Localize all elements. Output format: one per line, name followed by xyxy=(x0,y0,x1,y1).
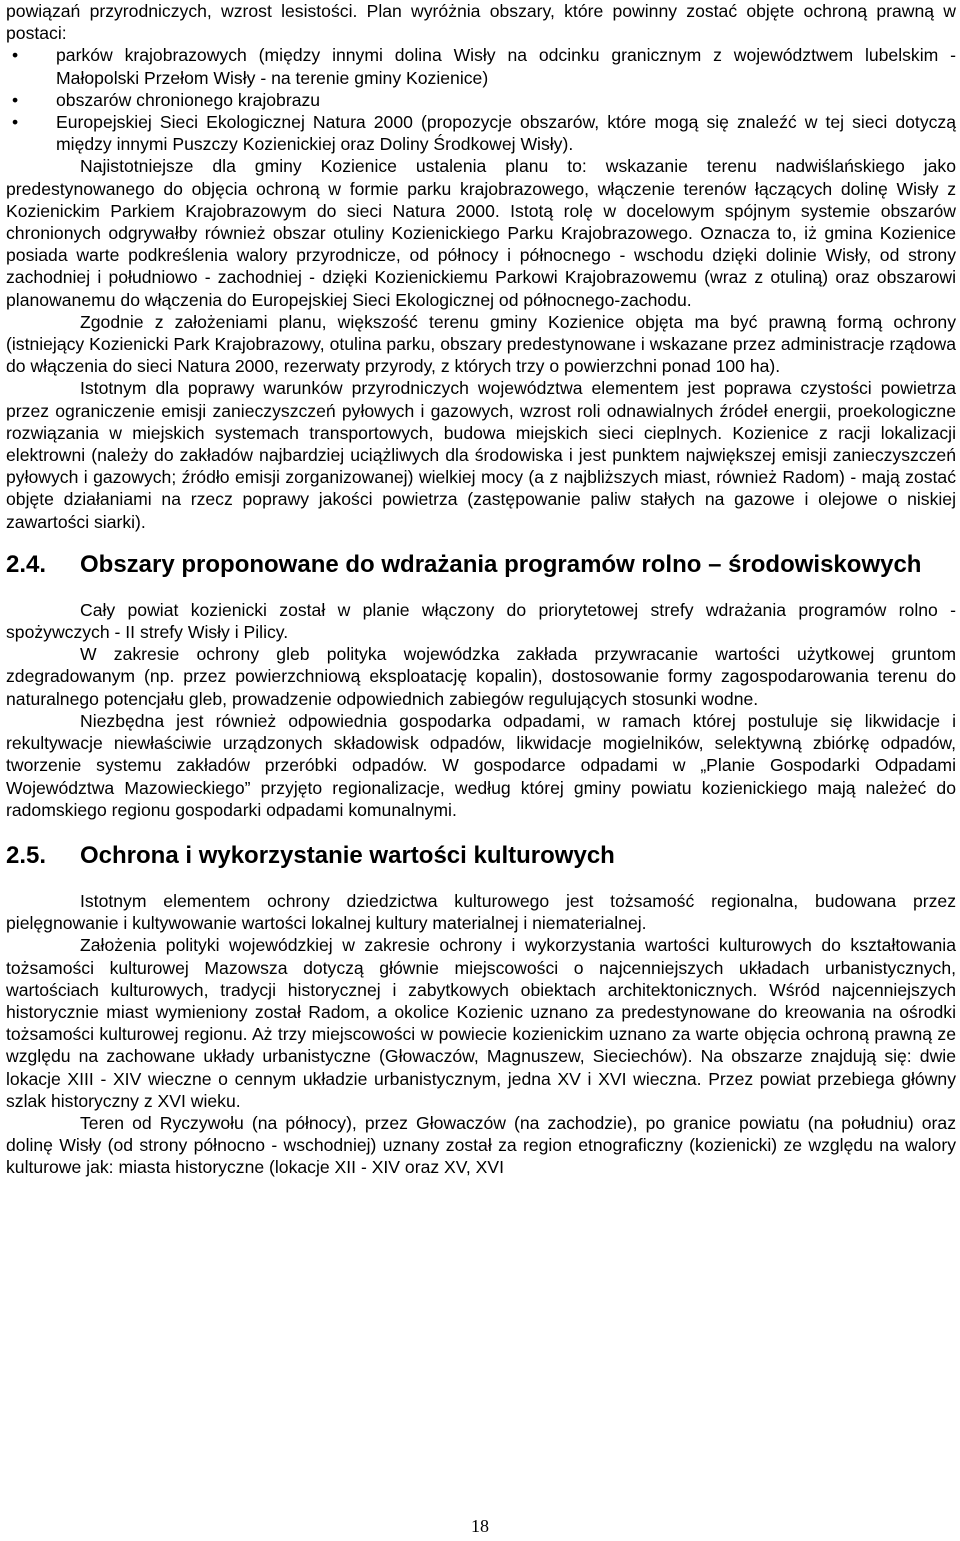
paragraph: Niezbędna jest również odpowiednia gospodarka odpadami, w ramach której postuluje się likwidacje i rekultywacje niewłaściwie urządzonych składowisk odpadów, likwidacje mogielników, selektywną zbiórkę odpadów, tworzenie systemu zakładów przeróbki odpadów. W gospodarce odpadami w „Planie Gospodarki Odpadami Województwa Mazowieckiego” przyjęto regionalizacje, według której gminy powiatu kozienickiego mają należeć do radomskiego regionu gospodarki odpadami komunalnymi. xyxy=(6,710,956,820)
section-number: 2.5. xyxy=(6,841,47,869)
list-item xyxy=(6,89,956,111)
list-item xyxy=(6,111,956,155)
bullet-icon: • xyxy=(12,45,19,66)
bullet-icon: • xyxy=(12,89,19,110)
paragraph: Cały powiat kozienicki został w planie włączony do priorytetowej strefy wdrażania programów rolno - spożywczych - II strefy Wisły i Pilicy. xyxy=(6,599,956,643)
page-number: 18 xyxy=(471,1516,489,1536)
section-heading-2-5 xyxy=(6,841,956,870)
paragraph: Założenia polityki wojewódzkiej w zakresie ochrony i wykorzystania wartości kulturowych do kształtowania tożsamości kulturowej Mazowsza dotyczą głównie miejscowości o najcenniejszych układach urbanistycznych, wartościach kulturowych, tradycji historycznej i zabytkowych obiektach architektonicznych. Wśród najcenniejszych historycznie miast wymieniony został Radom, a okolice Kozienic uznano za predestynowane do kreowania na ośrodki tożsamości kulturowej regionu. Aż trzy miejscowości w powiecie kozienickim uznano za warte objęcia ochroną prawną ze względu na zachowane układy urbanistyczne (Głowaczów, Magnuszew, Sieciechów). Na obszarze znajdują się: dwie lokacje XIII - XIV wieczne o cennym układzie urbanistycznym, jedna XV i XVI wieczna. Przez powiat przebiega główny szlak historyczny z XVI wieku. xyxy=(6,935,956,1111)
paragraph: Teren od Ryczywołu (na północy), przez Głowaczów (na zachodzie), po granice powiatu (na południu) oraz dolinę Wisły (od strony północno - wschodniej) uznany został za region etnograficzny (kozienicki) ze względu na walory kulturowe jak: miasta historyczne (lokacje XII - XIV oraz XV, XVI xyxy=(6,1112,956,1178)
section-title: Obszary proponowane do wdrażania programów rolno – środowiskowych xyxy=(80,550,922,578)
document-page xyxy=(6,0,956,1179)
bullet-icon: • xyxy=(12,112,19,133)
paragraph: Zgodnie z założeniami planu, większość terenu gminy Kozienice objęta ma być prawną formą ochrony (istniejący Kozienicki Park Krajobrazowy, otulina parku, obszary predestynowane i wskazane przez administracje rządowa do włączenia do sieci Natura 2000, rezerwaty przyrody, z których trzy o powierzchni ponad 100 ha). xyxy=(6,311,956,377)
section-title: Ochrona i wykorzystanie wartości kulturowych xyxy=(80,841,615,869)
list-item-text: parków krajobrazowych (między innymi dolina Wisły na odcinku granicznym z województwem lubelskim - Małopolski Przełom Wisły - na terenie gminy Kozienice) xyxy=(56,45,956,88)
list-item xyxy=(6,44,956,88)
paragraph: Najistotniejsze dla gminy Kozienice ustalenia planu to: wskazanie terenu nadwiślańskiego jako predestynowanego do objęcia ochroną w formie parku krajobrazowego, włączenie terenów łączących dolinę Wisły z Kozienickim Parkiem Krajobrazowym do sieci Natura 2000. Istotą rolę w docelowym spójnym systemie obszarów chronionych odgrywałby również obszar otuliny Kozienickiego Parku Krajobrazowego. Oznacza to, iż gmina Kozienice posiada warte podkreślenia walory przyrodnicze, od północy i północnego - wschodu dzięki dolinie Wisły, od strony zachodniej i południowo - zachodniej - dzięki Kozienickiemu Parkowi Krajobrazowemu (wraz z otuliną) oraz obszarowi planowanemu do włączenia do Europejskiej Sieci Ekologicznej od północnego-zachodu. xyxy=(6,156,956,310)
list-item-text: Europejskiej Sieci Ekologicznej Natura 2000 (propozycje obszarów, które mogą się znaleźć w tej sieci dotyczą między innymi Puszczy Kozienickiej oraz Doliny Środkowej Wisły). xyxy=(56,112,956,155)
paragraph: W zakresie ochrony gleb polityka wojewódzka zakłada przywracanie wartości użytkowej gruntom zdegradowanym (np. przez powierzchniową eksploatację kopalin), dostosowanie formy zagospodarowania terenu do naturalnego potencjału gleb, prowadzenie odpowiednich zabiegów regulujących stosunki wodne. xyxy=(6,644,956,709)
paragraph: Istotnym elementem ochrony dziedzictwa kulturowego jest tożsamość regionalna, budowana przez pielęgnowanie i kultywowanie wartości lokalnej kultury materialnej i niematerialnej. xyxy=(6,890,956,934)
intro-line: powiązań przyrodniczych, wzrost lesistości. Plan wyróżnia obszary, które powinny zostać objęte ochroną prawną w postaci: xyxy=(6,1,956,44)
section-heading-2-4 xyxy=(6,550,956,579)
section-number: 2.4. xyxy=(6,550,47,578)
paragraph: Istotnym dla poprawy warunków przyrodniczych województwa elementem jest poprawa czystości powietrza przez ograniczenie emisji zanieczyszczeń pyłowych i gazowych, wzrost roli odnawialnych źródeł energii, proekologiczne rozwiązania w miejskich systemach transportowych, budowa miejskich sieci cieplnych. Kozienice z racji lokalizacji elektrowni (należy do zakładów najbardziej uciążliwych dla środowiska i jest punktem największej emisji zanieczyszczeń pyłowych i gazowych; źródło emisji zorganizowanej) wielkiej mocy (a z najbliższych miast, również Radom) - mają zostać objęte działaniami na rzecz poprawy jakości powietrza (zastępowanie paliw stałych na gazowe i olejowe o niskiej zawartości siarki). xyxy=(6,378,956,532)
list-item-text: obszarów chronionego krajobrazu xyxy=(56,89,321,110)
protection-forms-list xyxy=(6,44,956,155)
